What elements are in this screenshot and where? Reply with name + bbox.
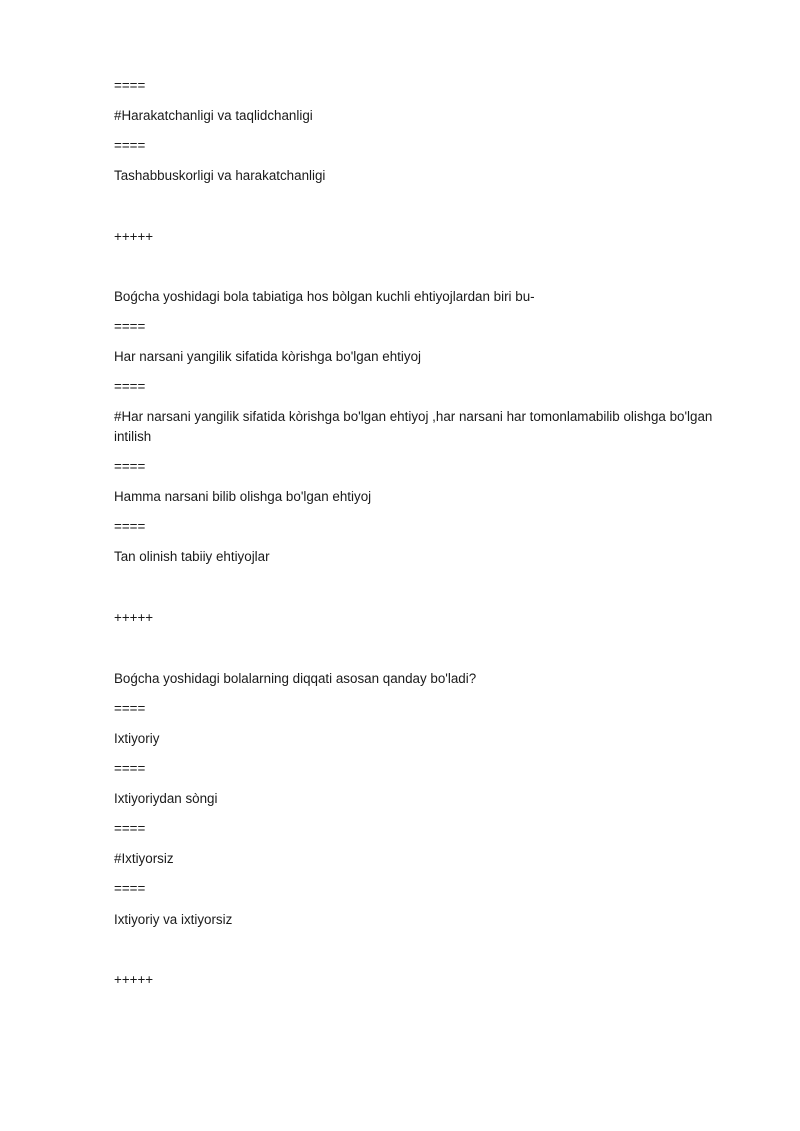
answer-option-correct: #Har narsani yangilik sifatida kòrishga bo'lgan ehtiyoj ,har narsani har tomonlamabilib olishga bo'lgan intilish [114,409,713,444]
answer-option: Tashabbuskorligi va harakatchanligi [114,168,326,183]
question-text: Boǵcha yoshidagi bolalarning diqqati asosan qanday bo'ladi? [114,671,477,686]
separator-line: ==== [114,138,146,153]
answer-option: Tan olinish tabiiy ehtiyojlar [114,549,270,564]
separator-line: ==== [114,78,146,93]
question-separator: +++++ [114,972,154,987]
answer-option: #Harakatchanligi va taqlidchanligi [114,108,313,123]
separator-line: ==== [114,519,146,534]
separator-line: ==== [114,701,146,716]
question-separator: +++++ [114,610,154,625]
answer-option: Har narsani yangilik sifatida kòrishga bo'lgan ehtiyoj [114,349,421,364]
separator-line: ==== [114,821,146,836]
separator-line: ==== [114,459,146,474]
separator-line: ==== [114,319,146,334]
answer-option: Ixtiyoriydan sòngi [114,791,218,806]
question-text: Boǵcha yoshidagi bola tabiatiga hos bòlgan kuchli ehtiyojlardan biri bu- [114,289,535,304]
answer-option-correct: #Ixtiyorsiz [114,851,174,866]
answer-option: Ixtiyoriy [114,731,160,746]
separator-line: ==== [114,379,146,394]
separator-line: ==== [114,881,146,896]
answer-option: Ixtiyoriy va ixtiyorsiz [114,912,233,927]
question-separator: +++++ [114,229,154,244]
separator-line: ==== [114,761,146,776]
answer-option: Hamma narsani bilib olishga bo'lgan ehtiyoj [114,489,372,504]
